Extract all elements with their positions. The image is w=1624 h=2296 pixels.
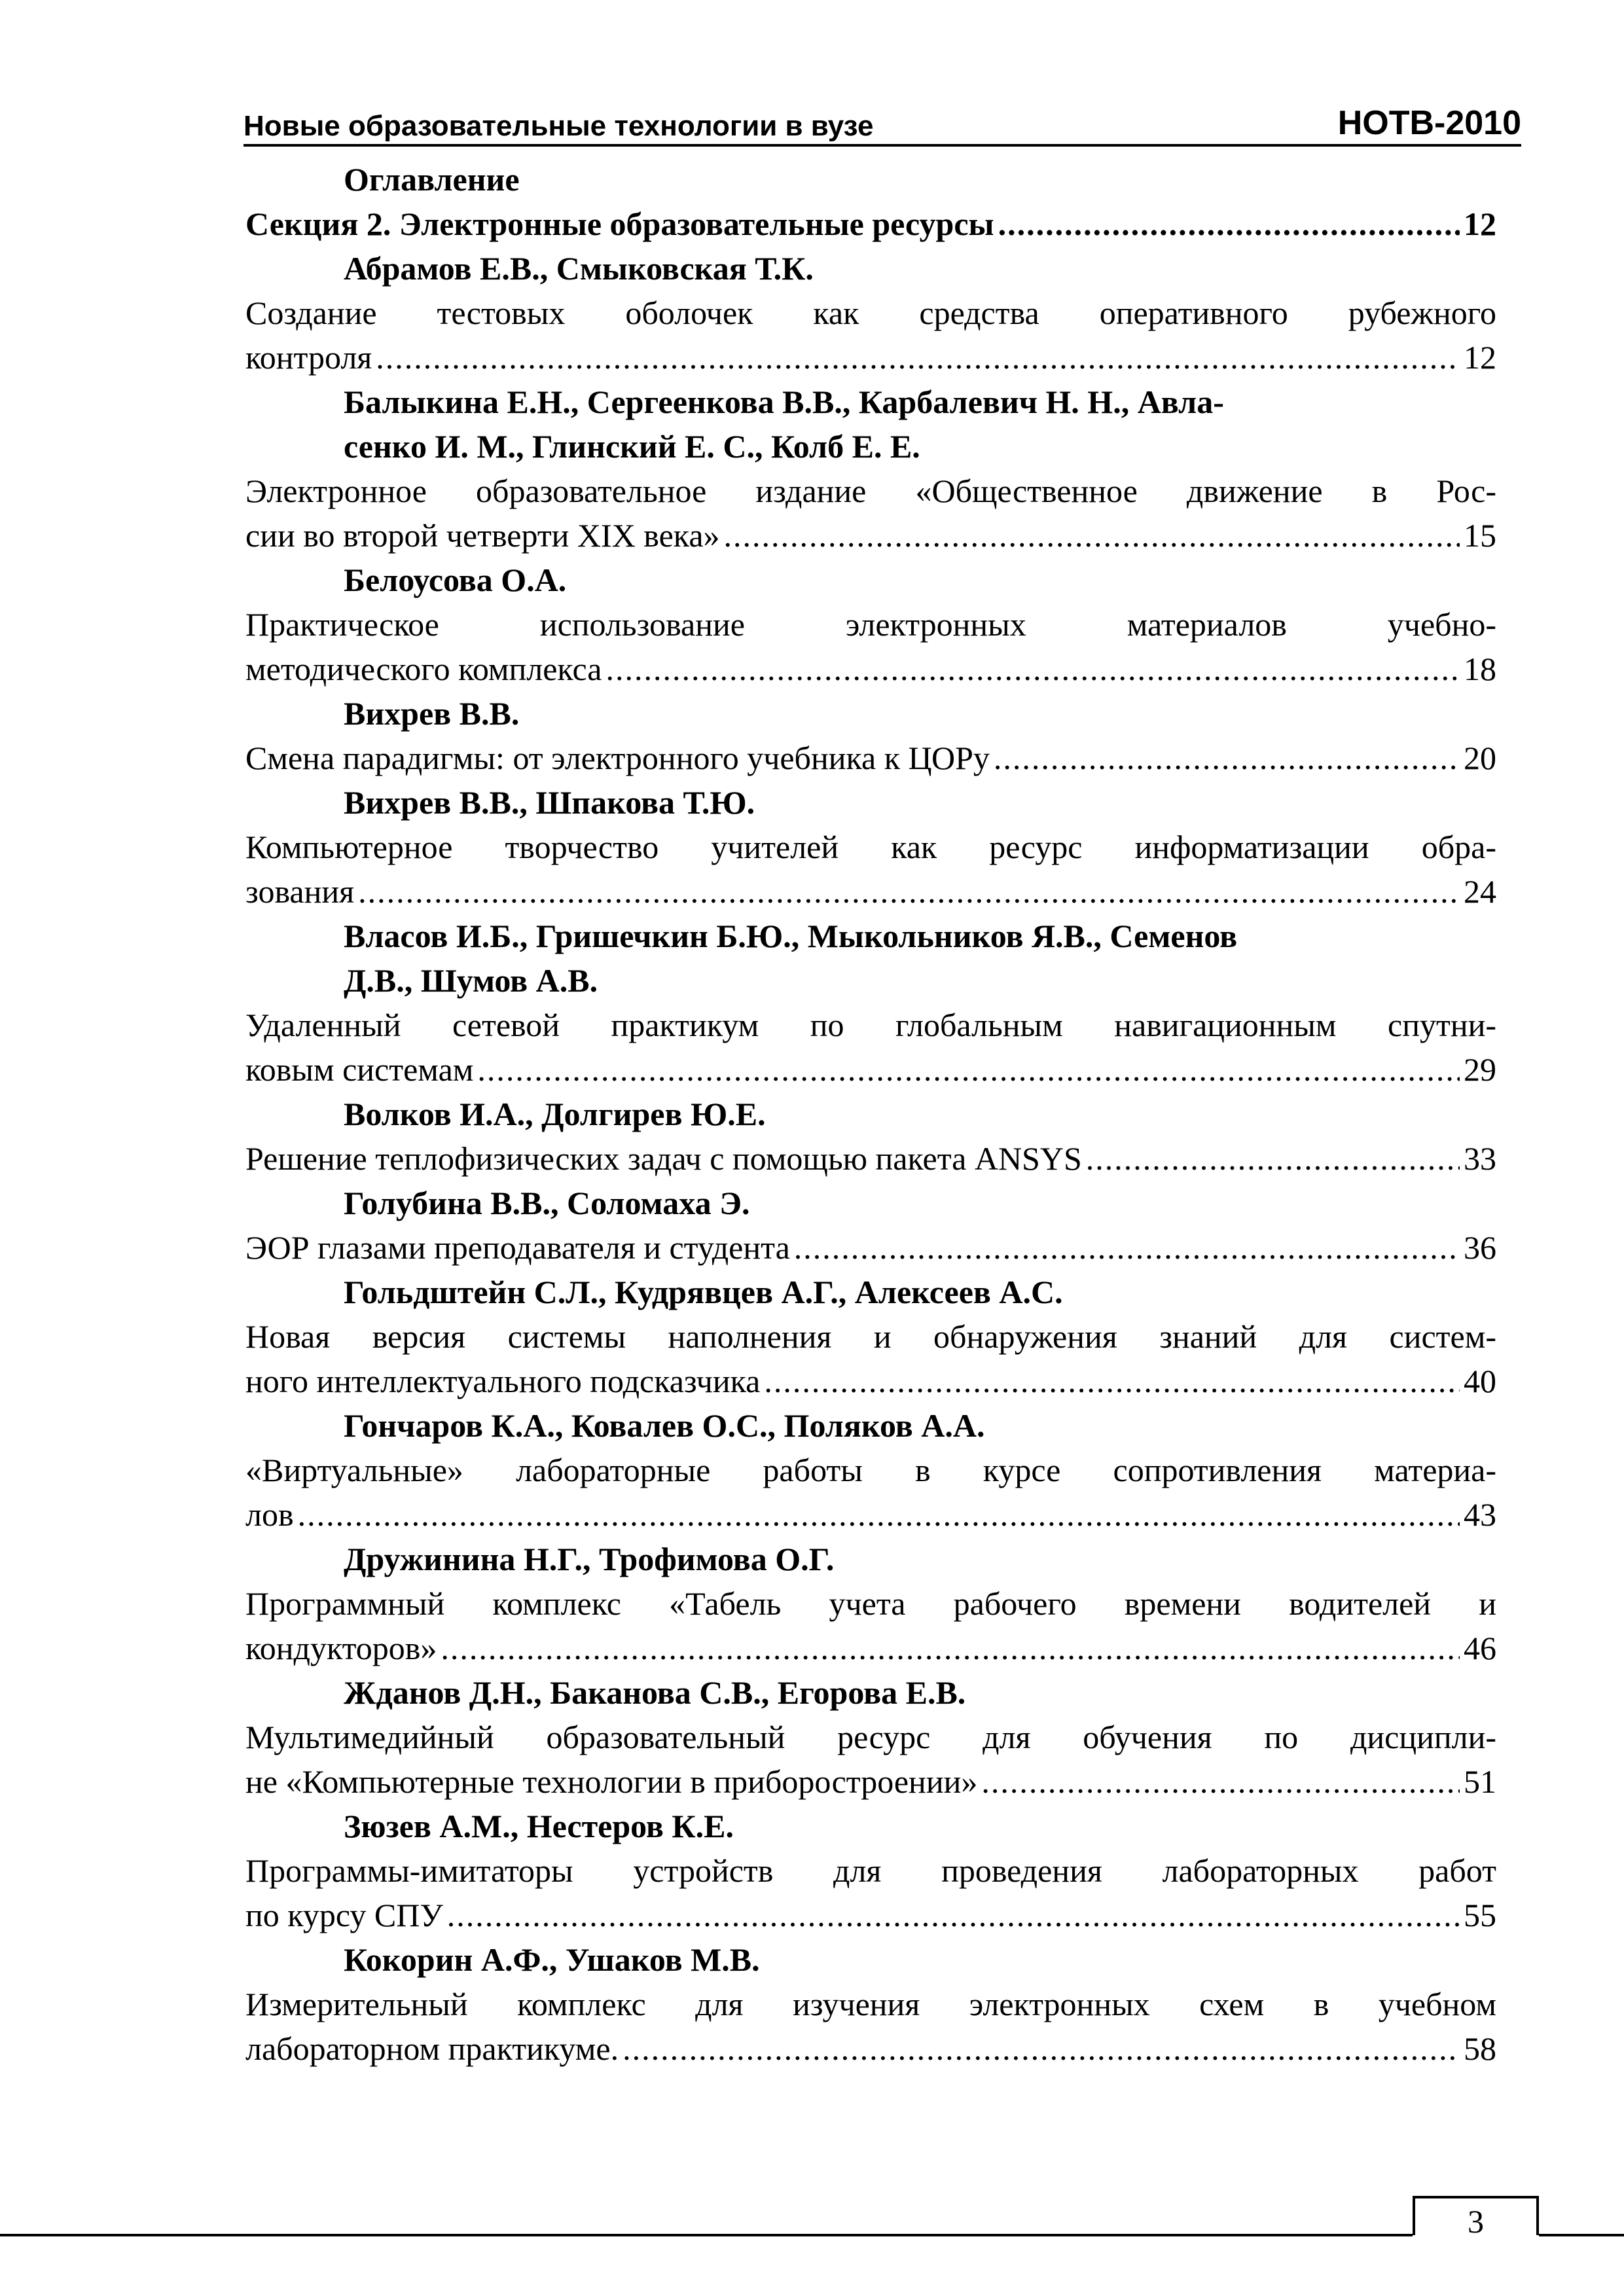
entry-title-line: Измерительный комплекс для изучения электронных схем в учебном: [245, 1986, 1496, 2022]
dot-leader: [623, 2026, 1460, 2071]
entry-page: 55: [1464, 1897, 1496, 1933]
entry-title-text: ковым системам: [245, 1051, 474, 1088]
entry-title-line: Мультимедийный образовательный ресурс для обучения по дисципли-: [245, 1719, 1496, 1755]
entry-title-text: ного интеллектуального подсказчика: [245, 1363, 761, 1399]
entry-page: 15: [1464, 517, 1496, 554]
entry-page: 20: [1464, 740, 1496, 776]
entry-title-last-line: [245, 1047, 1496, 1092]
entry-title-last-line: [245, 1759, 1496, 1804]
entry-page: 58: [1464, 2030, 1496, 2067]
entry-title-line: «Виртуальные» лабораторные работы в курсе сопротивления материа-: [245, 1452, 1496, 1488]
entry-title-line: Удаленный сетевой практикум по глобальным навигационным спутни-: [245, 1007, 1496, 1043]
entry-title-text: лов: [245, 1496, 294, 1533]
entry-title-last-line: [245, 1626, 1496, 1670]
dot-leader: [1086, 1136, 1460, 1181]
entry-page: 36: [1464, 1229, 1496, 1266]
entry-authors: Белоусова О.А.: [344, 562, 567, 598]
entry-title-text: не «Компьютерные технологии в приборостроении»: [245, 1763, 978, 1800]
footer-rule-right: [1539, 2234, 1624, 2236]
entry-title-text: по курсу СПУ: [245, 1897, 443, 1933]
entry-page: 46: [1464, 1630, 1496, 1666]
entry-title-last-line: [245, 869, 1496, 914]
dot-leader: [605, 647, 1460, 691]
entry-title-text: ЭОР глазами преподавателя и студента: [245, 1229, 790, 1266]
entry-title-text: Решение теплофизических задач с помощью пакета ANSYS: [245, 1140, 1082, 1177]
section-title: Секция 2. Электронные образовательные ресурсы: [245, 206, 994, 242]
entry-title-line: Программы-имитаторы устройств для проведения лабораторных работ: [245, 1852, 1496, 1889]
entry-page: 43: [1464, 1496, 1496, 1533]
entry-title-last-line: [245, 1225, 1496, 1270]
entry-authors: Жданов Д.Н., Баканова С.В., Егорова Е.В.: [344, 1674, 966, 1711]
section-page: 12: [1464, 206, 1496, 242]
entry-title-line: Компьютерное творчество учителей как ресурс информатизации обра-: [245, 829, 1496, 865]
entry-authors: Кокорин А.Ф., Ушаков М.В.: [344, 1941, 760, 1978]
entry-title-line: Программный комплекс «Табель учета рабочего времени водителей и: [245, 1585, 1496, 1622]
toc-heading: Оглавление: [344, 161, 520, 198]
entry-page: 29: [1464, 1051, 1496, 1088]
dot-leader: [764, 1359, 1460, 1403]
entry-title-text: лабораторном практикуме.: [245, 2030, 619, 2067]
toc-section: [245, 202, 1496, 246]
entry-title-last-line: [245, 1893, 1496, 1937]
entry-authors: Голубина В.В., Соломаха Э.: [344, 1185, 750, 1221]
entry-page: 24: [1464, 873, 1496, 910]
entry-authors: Гончаров К.А., Ковалев О.С., Поляков А.А.: [344, 1407, 985, 1444]
entry-authors: Волков И.А., Долгирев Ю.Е.: [344, 1096, 766, 1132]
dot-leader: [441, 1626, 1460, 1670]
entry-title-text: зования: [245, 873, 355, 910]
footer-rule-left: [0, 2234, 1413, 2236]
entry-title-line: Электронное образовательное издание «Общественное движение в Рос-: [245, 473, 1496, 509]
dot-leader: [981, 1759, 1460, 1804]
entry-title-text: кондукторов»: [245, 1630, 437, 1666]
entry-title-last-line: [245, 1136, 1496, 1181]
entry-title-line: Создание тестовых оболочек как средства оперативного рубежного: [245, 295, 1496, 331]
entry-page: 51: [1464, 1763, 1496, 1800]
dot-leader: [724, 513, 1460, 558]
entry-page: 40: [1464, 1363, 1496, 1399]
dot-leader: [477, 1047, 1460, 1092]
entry-authors: Власов И.Б., Гришечкин Б.Ю., Мыкольников Я.В., Семенов: [344, 918, 1238, 954]
dot-leader: [994, 736, 1460, 780]
entry-authors: Абрамов Е.В., Смыковская Т.К.: [344, 250, 814, 287]
dot-leader: [376, 335, 1460, 380]
page-number: 3: [1468, 2203, 1484, 2240]
entry-page: 33: [1464, 1140, 1496, 1177]
entry-authors: Д.В., Шумов А.В.: [344, 962, 598, 999]
entry-title-text: сии во второй четверти XIX века»: [245, 517, 720, 554]
entry-title-last-line: [245, 647, 1496, 691]
entry-authors: Гольдштейн С.Л., Кудрявцев А.Г., Алексеев А.С.: [344, 1274, 1063, 1310]
entry-title-text: Смена парадигмы: от электронного учебника к ЦОРу: [245, 740, 990, 776]
header-conference-code: НОТВ-2010: [1337, 104, 1521, 142]
entry-authors: Вихрев В.В., Шпакова Т.Ю.: [344, 784, 755, 821]
running-header: [244, 98, 1521, 147]
entry-title-line: Новая версия системы наполнения и обнаружения знаний для систем-: [245, 1318, 1496, 1355]
dot-leader: [794, 1225, 1460, 1270]
entry-title-last-line: [245, 513, 1496, 558]
entry-title-text: методического комплекса: [245, 651, 602, 687]
header-journal-title: Новые образовательные технологии в вузе: [244, 110, 874, 142]
dot-leader: [298, 1492, 1460, 1537]
entry-title-last-line: [245, 2026, 1496, 2071]
entry-title-last-line: [245, 1359, 1496, 1403]
entry-authors: сенко И. М., Глинский Е. С., Колб Е. Е.: [344, 428, 920, 465]
entry-authors: Дружинина Н.Г., Трофимова О.Г.: [344, 1541, 835, 1577]
dot-leader: [447, 1893, 1460, 1937]
entry-title-line: Практическое использование электронных материалов учебно-: [245, 606, 1496, 643]
entry-title-last-line: [245, 1492, 1496, 1537]
table-of-contents: [245, 157, 1496, 2071]
entry-title-text: контроля: [245, 339, 372, 376]
entry-page: 12: [1464, 339, 1496, 376]
entry-title-last-line: [245, 736, 1496, 780]
dot-leader: [998, 202, 1460, 246]
dot-leader: [358, 869, 1460, 914]
entry-authors: Вихрев В.В.: [344, 695, 520, 732]
entry-page: 18: [1464, 651, 1496, 687]
entry-authors: Зюзев А.М., Нестеров К.Е.: [344, 1808, 734, 1844]
entry-title-last-line: [245, 335, 1496, 380]
entry-authors: Балыкина Е.Н., Сергеенкова В.В., Карбалевич Н. Н., Авла-: [344, 384, 1224, 420]
